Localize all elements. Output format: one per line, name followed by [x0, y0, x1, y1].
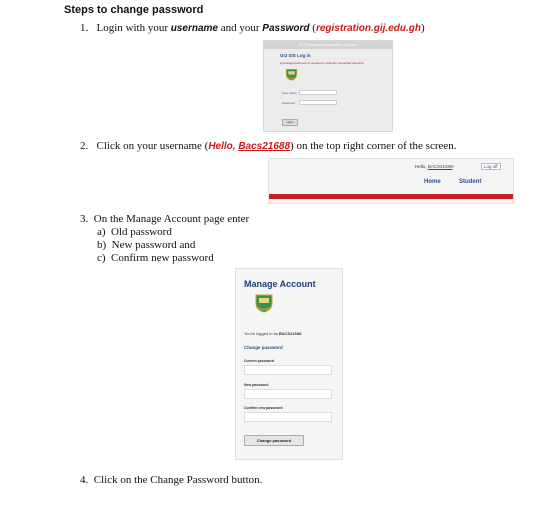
step-1-text-a: Login with your [96, 22, 171, 34]
logged-in-prefix: You're logged in as [244, 331, 279, 336]
step-1-number: 1. [80, 22, 89, 34]
logged-in-user: BACS21688 [278, 331, 302, 336]
crest-icon [254, 293, 274, 313]
manage-account-title: Manage Account [244, 279, 316, 289]
step-3-item-a: a) Old password [97, 226, 172, 238]
step-1-password: Password [262, 23, 310, 34]
confirm-password-label: Confirm new password [244, 406, 283, 410]
username-label: User name [282, 91, 297, 95]
step-3-item-c: c) Confirm new password [97, 252, 214, 264]
registration-url-link[interactable]: registration.gij.edu.gh [315, 23, 421, 34]
new-password-field[interactable] [244, 389, 332, 399]
change-password-heading: Change password [244, 345, 283, 350]
logged-in-notice [244, 331, 301, 336]
current-password-field[interactable] [244, 365, 332, 375]
login-message: A privileged account is required to view the requested resource. [280, 61, 365, 65]
password-field[interactable] [299, 100, 337, 105]
hello-excl: ! [452, 164, 454, 169]
manage-account-screenshot [235, 268, 343, 460]
sis-header: GIJ Students Information System [264, 41, 392, 49]
login-button[interactable]: Log in [282, 119, 298, 126]
login-title: GIJ SIS Log in [280, 53, 311, 58]
step-1 [80, 22, 425, 34]
step-1-text-d: ) [420, 22, 425, 34]
hello-text: Hello, [415, 164, 428, 169]
step-1-username: username [170, 23, 218, 34]
step-2-hello: Hello, [208, 141, 239, 152]
confirm-password-field[interactable] [244, 412, 332, 422]
header-screenshot [268, 158, 514, 204]
username-link[interactable]: Bacs21688 [238, 141, 291, 152]
step-4-text: Click on the Change Password button. [93, 474, 263, 486]
step-1-text-c: ( [309, 22, 316, 34]
step-2-text-b: ) on the top right corner of the screen. [290, 140, 457, 152]
login-screenshot [263, 40, 393, 132]
step-2-text-a: Click on your username ( [96, 140, 209, 152]
logoff-button[interactable]: Log off [481, 163, 501, 170]
step-3 [80, 213, 249, 225]
step-4-number: 4. [80, 474, 89, 486]
page-title: Steps to change password [64, 4, 204, 16]
nav-student[interactable]: Student [459, 179, 482, 185]
step-1-text-b: and your [218, 22, 263, 34]
step-2-number: 2. [80, 140, 89, 152]
change-password-button[interactable]: Change password [244, 435, 304, 446]
new-password-label: New password [244, 383, 269, 387]
step-2 [80, 140, 457, 152]
step-3-text: On the Manage Account page enter [93, 213, 250, 225]
nav-home[interactable]: Home [424, 179, 441, 185]
username-field[interactable] [299, 90, 337, 95]
hello-username-link[interactable]: BACS21688 [427, 164, 453, 169]
header-accent-bar [269, 194, 513, 199]
crest-icon [285, 68, 298, 81]
hello-greeting [415, 164, 454, 169]
step-3-number: 3. [80, 213, 89, 225]
password-label: Password [282, 101, 296, 105]
step-4 [80, 474, 262, 486]
step-3-item-b: b) New password and [97, 239, 196, 251]
current-password-label: Current password [244, 359, 274, 363]
